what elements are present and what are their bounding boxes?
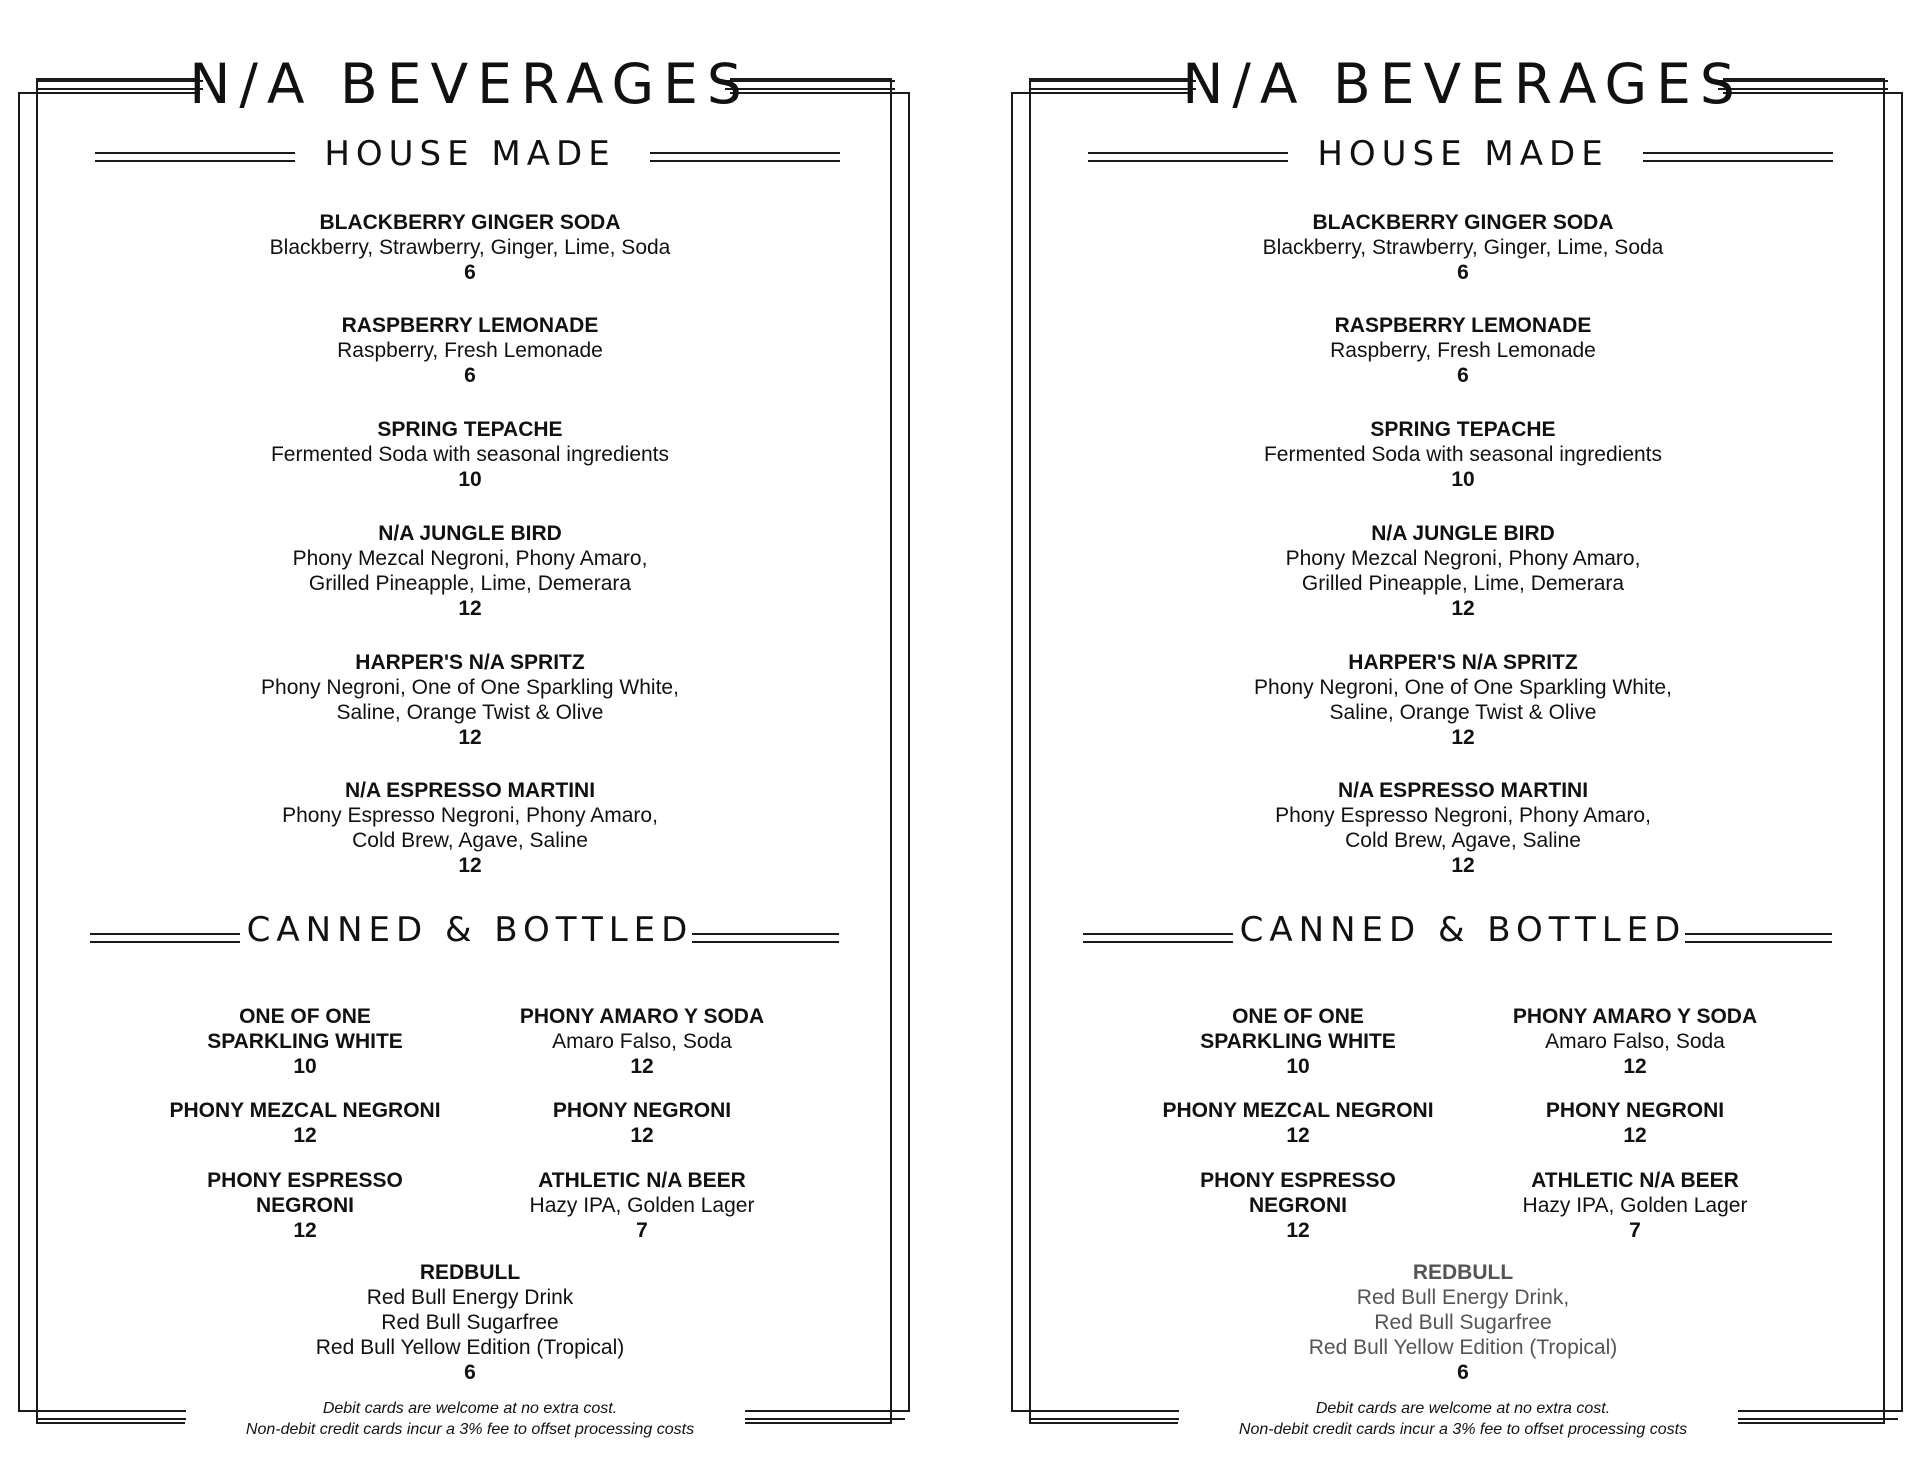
item-description: Hazy IPA, Golden Lager	[529, 1194, 755, 1217]
item-description: Saline, Orange Twist & Olive	[336, 701, 604, 724]
item-description: Phony Negroni, One of One Sparkling White,	[1254, 676, 1672, 699]
item-name: SPRING TEPACHE	[377, 418, 563, 441]
item-price: 12	[1451, 597, 1475, 620]
item-price: 12	[458, 854, 482, 877]
item-name: NEGRONI	[1248, 1194, 1347, 1217]
item-description: Cold Brew, Agave, Saline	[352, 829, 588, 852]
house-item	[0, 650, 940, 750]
item-name: N/A ESPRESSO MARTINI	[344, 779, 596, 802]
item-name: REDBULL	[419, 1261, 521, 1284]
item-description: Amaro Falso, Soda	[1545, 1030, 1725, 1053]
item-price: 12	[1623, 1124, 1647, 1147]
payment-footer	[0, 1398, 940, 1440]
item-price: 12	[458, 597, 482, 620]
item-name: SPARKLING WHITE	[207, 1030, 403, 1053]
item-price: 6	[464, 364, 476, 387]
item-name: RASPBERRY LEMONADE	[341, 314, 599, 337]
item-description: Phony Negroni, One of One Sparkling White,	[261, 676, 679, 699]
item-description: Amaro Falso, Soda	[552, 1030, 732, 1053]
item-price: 6	[1457, 261, 1469, 284]
house-item	[0, 210, 940, 285]
menu-title: N/A BEVERAGES	[189, 52, 751, 116]
item-price: 12	[458, 726, 482, 749]
item-description: Red Bull Energy Drink	[366, 1286, 574, 1309]
item-name: N/A JUNGLE BIRD	[1371, 522, 1555, 545]
canned-item	[1425, 1004, 1845, 1079]
item-price: 6	[464, 261, 476, 284]
item-description: Fermented Soda with seasonal ingredients	[1263, 443, 1663, 466]
item-description: Phony Mezcal Negroni, Phony Amaro,	[292, 547, 648, 570]
house-item	[993, 521, 1920, 621]
house-item	[993, 778, 1920, 878]
item-price: 10	[1451, 468, 1475, 491]
item-name: ONE OF ONE	[239, 1005, 371, 1028]
footer-line: Debit cards are welcome at no extra cost.	[322, 1400, 618, 1417]
item-description: Phony Espresso Negroni, Phony Amaro,	[282, 804, 658, 827]
item-name: SPRING TEPACHE	[1370, 418, 1556, 441]
item-description: Blackberry, Strawberry, Ginger, Lime, Soda	[269, 236, 671, 259]
canned-item	[432, 1168, 852, 1243]
item-name: PHONY AMARO Y SODA	[519, 1005, 765, 1028]
house-item	[0, 417, 940, 492]
item-price: 12	[630, 1055, 654, 1078]
footer-line: Non-debit credit cards incur a 3% fee to offset processing costs	[1238, 1421, 1688, 1438]
item-description: Grilled Pineapple, Lime, Demerara	[1301, 572, 1625, 595]
item-description: Saline, Orange Twist & Olive	[1329, 701, 1597, 724]
item-description: Red Bull Yellow Edition (Tropical)	[1308, 1336, 1618, 1359]
item-price: 7	[1629, 1219, 1641, 1242]
item-name: PHONY AMARO Y SODA	[1512, 1005, 1758, 1028]
item-price: 12	[293, 1124, 317, 1147]
item-description: Red Bull Yellow Edition (Tropical)	[315, 1336, 625, 1359]
item-name: BLACKBERRY GINGER SODA	[1312, 211, 1614, 234]
item-name: ATHLETIC N/A BEER	[538, 1169, 746, 1192]
item-price: 10	[293, 1055, 317, 1078]
canned-item	[1425, 1098, 1845, 1148]
menu-title: N/A BEVERAGES	[1182, 52, 1744, 116]
house-item	[993, 417, 1920, 492]
item-price: 6	[1457, 364, 1469, 387]
house-item	[0, 521, 940, 621]
item-price: 12	[1286, 1219, 1310, 1242]
item-price: 12	[1451, 854, 1475, 877]
item-description: Red Bull Sugarfree	[1374, 1311, 1552, 1334]
item-name: ONE OF ONE	[1232, 1005, 1364, 1028]
item-price: 7	[636, 1219, 648, 1242]
item-name: RASPBERRY LEMONADE	[1334, 314, 1592, 337]
footer-line: Debit cards are welcome at no extra cost.	[1315, 1400, 1611, 1417]
house-item	[993, 313, 1920, 388]
item-name: REDBULL	[1412, 1261, 1514, 1284]
house-item	[0, 778, 940, 878]
canned-item	[432, 1004, 852, 1079]
house-item	[993, 650, 1920, 750]
item-name: PHONY MEZCAL NEGRONI	[1162, 1099, 1434, 1122]
item-name: PHONY ESPRESSO	[207, 1169, 403, 1192]
item-description: Phony Mezcal Negroni, Phony Amaro,	[1285, 547, 1641, 570]
house-item	[0, 313, 940, 388]
item-price: 12	[1451, 726, 1475, 749]
item-description: Phony Espresso Negroni, Phony Amaro,	[1275, 804, 1651, 827]
canned-item	[432, 1098, 852, 1148]
item-price: 6	[464, 1361, 476, 1384]
item-description: Fermented Soda with seasonal ingredients	[270, 443, 670, 466]
menu-page-right	[993, 0, 1920, 1484]
item-name: PHONY NEGRONI	[1545, 1099, 1725, 1122]
item-name: ATHLETIC N/A BEER	[1531, 1169, 1739, 1192]
house-made-heading: HOUSE MADE	[324, 134, 616, 174]
item-price: 12	[1286, 1124, 1310, 1147]
item-description: Red Bull Sugarfree	[381, 1311, 559, 1334]
item-name: N/A JUNGLE BIRD	[378, 522, 562, 545]
payment-footer	[993, 1398, 1920, 1440]
item-price: 10	[1286, 1055, 1310, 1078]
item-name: PHONY MEZCAL NEGRONI	[169, 1099, 441, 1122]
item-name: BLACKBERRY GINGER SODA	[319, 211, 621, 234]
item-price: 12	[1623, 1055, 1647, 1078]
canned-item	[1425, 1168, 1845, 1243]
item-description: Raspberry, Fresh Lemonade	[1330, 339, 1596, 362]
item-name: SPARKLING WHITE	[1200, 1030, 1396, 1053]
house-made-heading: HOUSE MADE	[1317, 134, 1609, 174]
item-name: N/A ESPRESSO MARTINI	[1337, 779, 1589, 802]
footer-line: Non-debit credit cards incur a 3% fee to offset processing costs	[245, 1421, 695, 1438]
item-name: PHONY ESPRESSO	[1200, 1169, 1396, 1192]
item-description: Red Bull Energy Drink,	[1356, 1286, 1570, 1309]
item-description: Raspberry, Fresh Lemonade	[337, 339, 603, 362]
item-name: HARPER'S N/A SPRITZ	[1348, 651, 1578, 674]
item-description: Hazy IPA, Golden Lager	[1522, 1194, 1748, 1217]
canned-bottled-heading: CANNED & BOTTLED	[1239, 910, 1687, 950]
item-price: 10	[458, 468, 482, 491]
canned-bottled-heading: CANNED & BOTTLED	[246, 910, 694, 950]
item-price: 12	[630, 1124, 654, 1147]
item-price: 12	[293, 1219, 317, 1242]
item-name: PHONY NEGRONI	[552, 1099, 732, 1122]
redbull-item	[993, 1260, 1920, 1385]
house-item	[993, 210, 1920, 285]
item-name: NEGRONI	[255, 1194, 354, 1217]
item-description: Grilled Pineapple, Lime, Demerara	[308, 572, 632, 595]
item-description: Cold Brew, Agave, Saline	[1345, 829, 1581, 852]
item-description: Blackberry, Strawberry, Ginger, Lime, Soda	[1262, 236, 1664, 259]
redbull-item	[0, 1260, 940, 1385]
item-name: HARPER'S N/A SPRITZ	[355, 651, 585, 674]
item-price: 6	[1457, 1361, 1469, 1384]
